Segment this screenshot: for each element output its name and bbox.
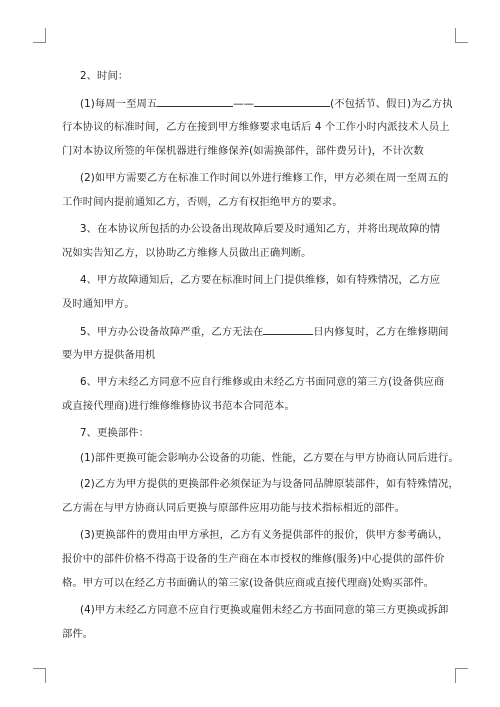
section-2-paragraph-2-line-2: 工作时间内提前通知乙方，否则，乙方有权拒绝甲方的要求。 <box>62 196 343 208</box>
section-2-paragraph-2-line-1: (2)如甲方需要乙方在标准工作时间以外进行维修工作，甲方必须在周一至周五的 <box>80 172 449 184</box>
section-7-paragraph-4-line-2: 部件。 <box>62 628 94 640</box>
section-6-line-2: 或直接代理商)进行维修维修协议书范本合同范本。 <box>62 400 295 412</box>
section-2-paragraph-1-line-1: (1)每周一至周五 —— (不包括节、假日)为乙方执 <box>80 98 453 110</box>
crop-mark-top-right <box>455 28 468 43</box>
section-3-line-1: 3、在本协议所包括的办公设备出现故障后要及时通知乙方，并将出现故障的情 <box>80 223 441 235</box>
section-7-paragraph-3-line-1: (3)更换部件的费用由甲方承担，乙方有义务提供部件的报价，供甲方参考确认， <box>80 529 449 541</box>
crop-mark-bottom-left <box>33 668 46 683</box>
end-time-blank[interactable] <box>254 96 330 107</box>
section-2-paragraph-1-line-2: 行本协议的标准时间，乙方在接到甲方维修要求电话后 4 个工作小时内派技术人员上 <box>62 121 450 133</box>
section-2-heading: 2、时间： <box>80 70 129 82</box>
section-7-paragraph-3-line-3: 格。甲方可以在经乙方书面确认的第三家(设备供应商或直接代理商)处购买部件。 <box>62 577 435 589</box>
section-7-paragraph-3-line-2: 报价中的部件价格不得高于设备的生产商在本市授权的维修(服务)中心提供的部件价 <box>62 553 445 565</box>
section-7-paragraph-2-line-2: 乙方需在与甲方协商认同后更换与原部件应用功能与技术指标相近的部件。 <box>62 502 406 514</box>
crop-mark-top-left <box>33 28 46 43</box>
section-7-paragraph-4-line-1: (4)甲方未经乙方同意不应自行更换或雇佣未经乙方书面同意的第三方更换或拆卸 <box>80 604 449 616</box>
section-7-paragraph-1: (1)部件更换可能会影响办公设备的功能、性能，乙方要在与甲方协商认同后进行。 <box>80 452 459 464</box>
section-5-line-2: 要为甲方提供备用机 <box>62 349 156 361</box>
section-3-line-2: 况如实告知乙方，以协助乙方维修人员做出正确判断。 <box>62 247 312 259</box>
section-4-line-1: 4、甲方故障通知后，乙方要在标准时间上门提供维修，如有特殊情况，乙方应 <box>80 274 441 286</box>
section-7-paragraph-2-line-1: (2)乙方为甲方提供的更换部件必须保证为与设备同品牌原装部件，如有特殊情况， <box>80 478 459 490</box>
start-time-blank[interactable] <box>157 96 233 107</box>
section-4-line-2: 及时通知甲方。 <box>62 298 135 310</box>
section-5-line-1: 5、甲方办公设备故障严重，乙方无法在 日内修复时，乙方在维修期间 <box>80 326 449 338</box>
repair-days-blank[interactable] <box>263 324 313 335</box>
section-7-heading: 7、更换部件： <box>80 427 150 439</box>
section-6-line-1: 6、甲方未经乙方同意不应自行维修或由未经乙方书面同意的第三方(设备供应商 <box>80 376 445 388</box>
crop-mark-bottom-right <box>455 668 468 683</box>
section-2-paragraph-1-line-3: 门对本协议所签的年保机器进行维修保养(如需换部件，部件费另计)，不计次数 <box>62 145 424 157</box>
